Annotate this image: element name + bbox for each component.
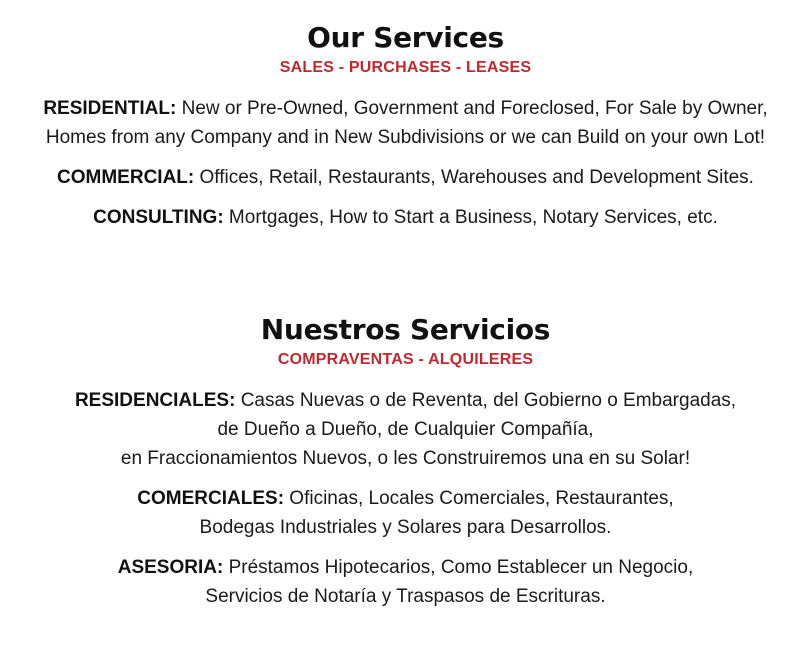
residential-line-2: Homes from any Company and in New Subdivisions or we can Build on your own Lot! bbox=[45, 127, 766, 148]
consulting-paragraph bbox=[0, 203, 811, 232]
asesoria-line-1 bbox=[0, 553, 811, 582]
commercial-text: Offices, Retail, Restaurants, Warehouses and Development Sites. bbox=[194, 167, 754, 188]
asesoria-line-2: Servicios de Notaría y Traspasos de Escrituras. bbox=[205, 586, 606, 607]
residenciales-line-2: de Dueño a Dueño, de Cualquier Compañía, bbox=[217, 419, 594, 440]
asesoria-label: ASESORIA: bbox=[117, 557, 224, 578]
services-subtitle: SALES - PURCHASES - LEASES bbox=[279, 59, 532, 76]
asesoria-text-1: Préstamos Hipotecarios, Como Establecer un Negocio, bbox=[223, 557, 694, 578]
comerciales-line-1 bbox=[0, 484, 811, 513]
comerciales-label: COMERCIALES: bbox=[137, 488, 285, 509]
consulting-label: CONSULTING: bbox=[93, 207, 224, 228]
servicios-subtitle: COMPRAVENTAS - ALQUILERES bbox=[277, 351, 534, 368]
residenciales-line-3: en Fraccionamientos Nuevos, o les Construiremos una en su Solar! bbox=[120, 448, 691, 469]
commercial-paragraph bbox=[0, 163, 811, 192]
services-section-spanish bbox=[0, 312, 811, 622]
residenciales-text-1: Casas Nuevas o de Reventa, del Gobierno o Embargadas, bbox=[235, 390, 737, 411]
residenciales-label: RESIDENCIALES: bbox=[74, 390, 236, 411]
commercial-label: COMMERCIAL: bbox=[57, 167, 195, 188]
services-title: Our Services bbox=[307, 21, 504, 54]
consulting-text: Mortgages, How to Start a Business, Notary Services, etc. bbox=[223, 207, 718, 228]
residential-text-1: New or Pre-Owned, Government and Foreclosed, For Sale by Owner, bbox=[176, 98, 768, 119]
comerciales-line-2: Bodegas Industriales y Solares para Desarrollos. bbox=[199, 517, 612, 538]
comerciales-paragraph bbox=[0, 484, 811, 542]
residenciales-line-1 bbox=[0, 386, 811, 415]
residential-line-1 bbox=[0, 94, 811, 123]
comerciales-text-1: Oficinas, Locales Comerciales, Restaurantes, bbox=[284, 488, 674, 509]
asesoria-paragraph bbox=[0, 553, 811, 611]
servicios-title: Nuestros Servicios bbox=[260, 313, 551, 346]
residenciales-paragraph bbox=[0, 386, 811, 473]
services-section-english bbox=[0, 20, 811, 243]
residential-label: RESIDENTIAL: bbox=[43, 98, 177, 119]
residential-paragraph bbox=[0, 94, 811, 152]
